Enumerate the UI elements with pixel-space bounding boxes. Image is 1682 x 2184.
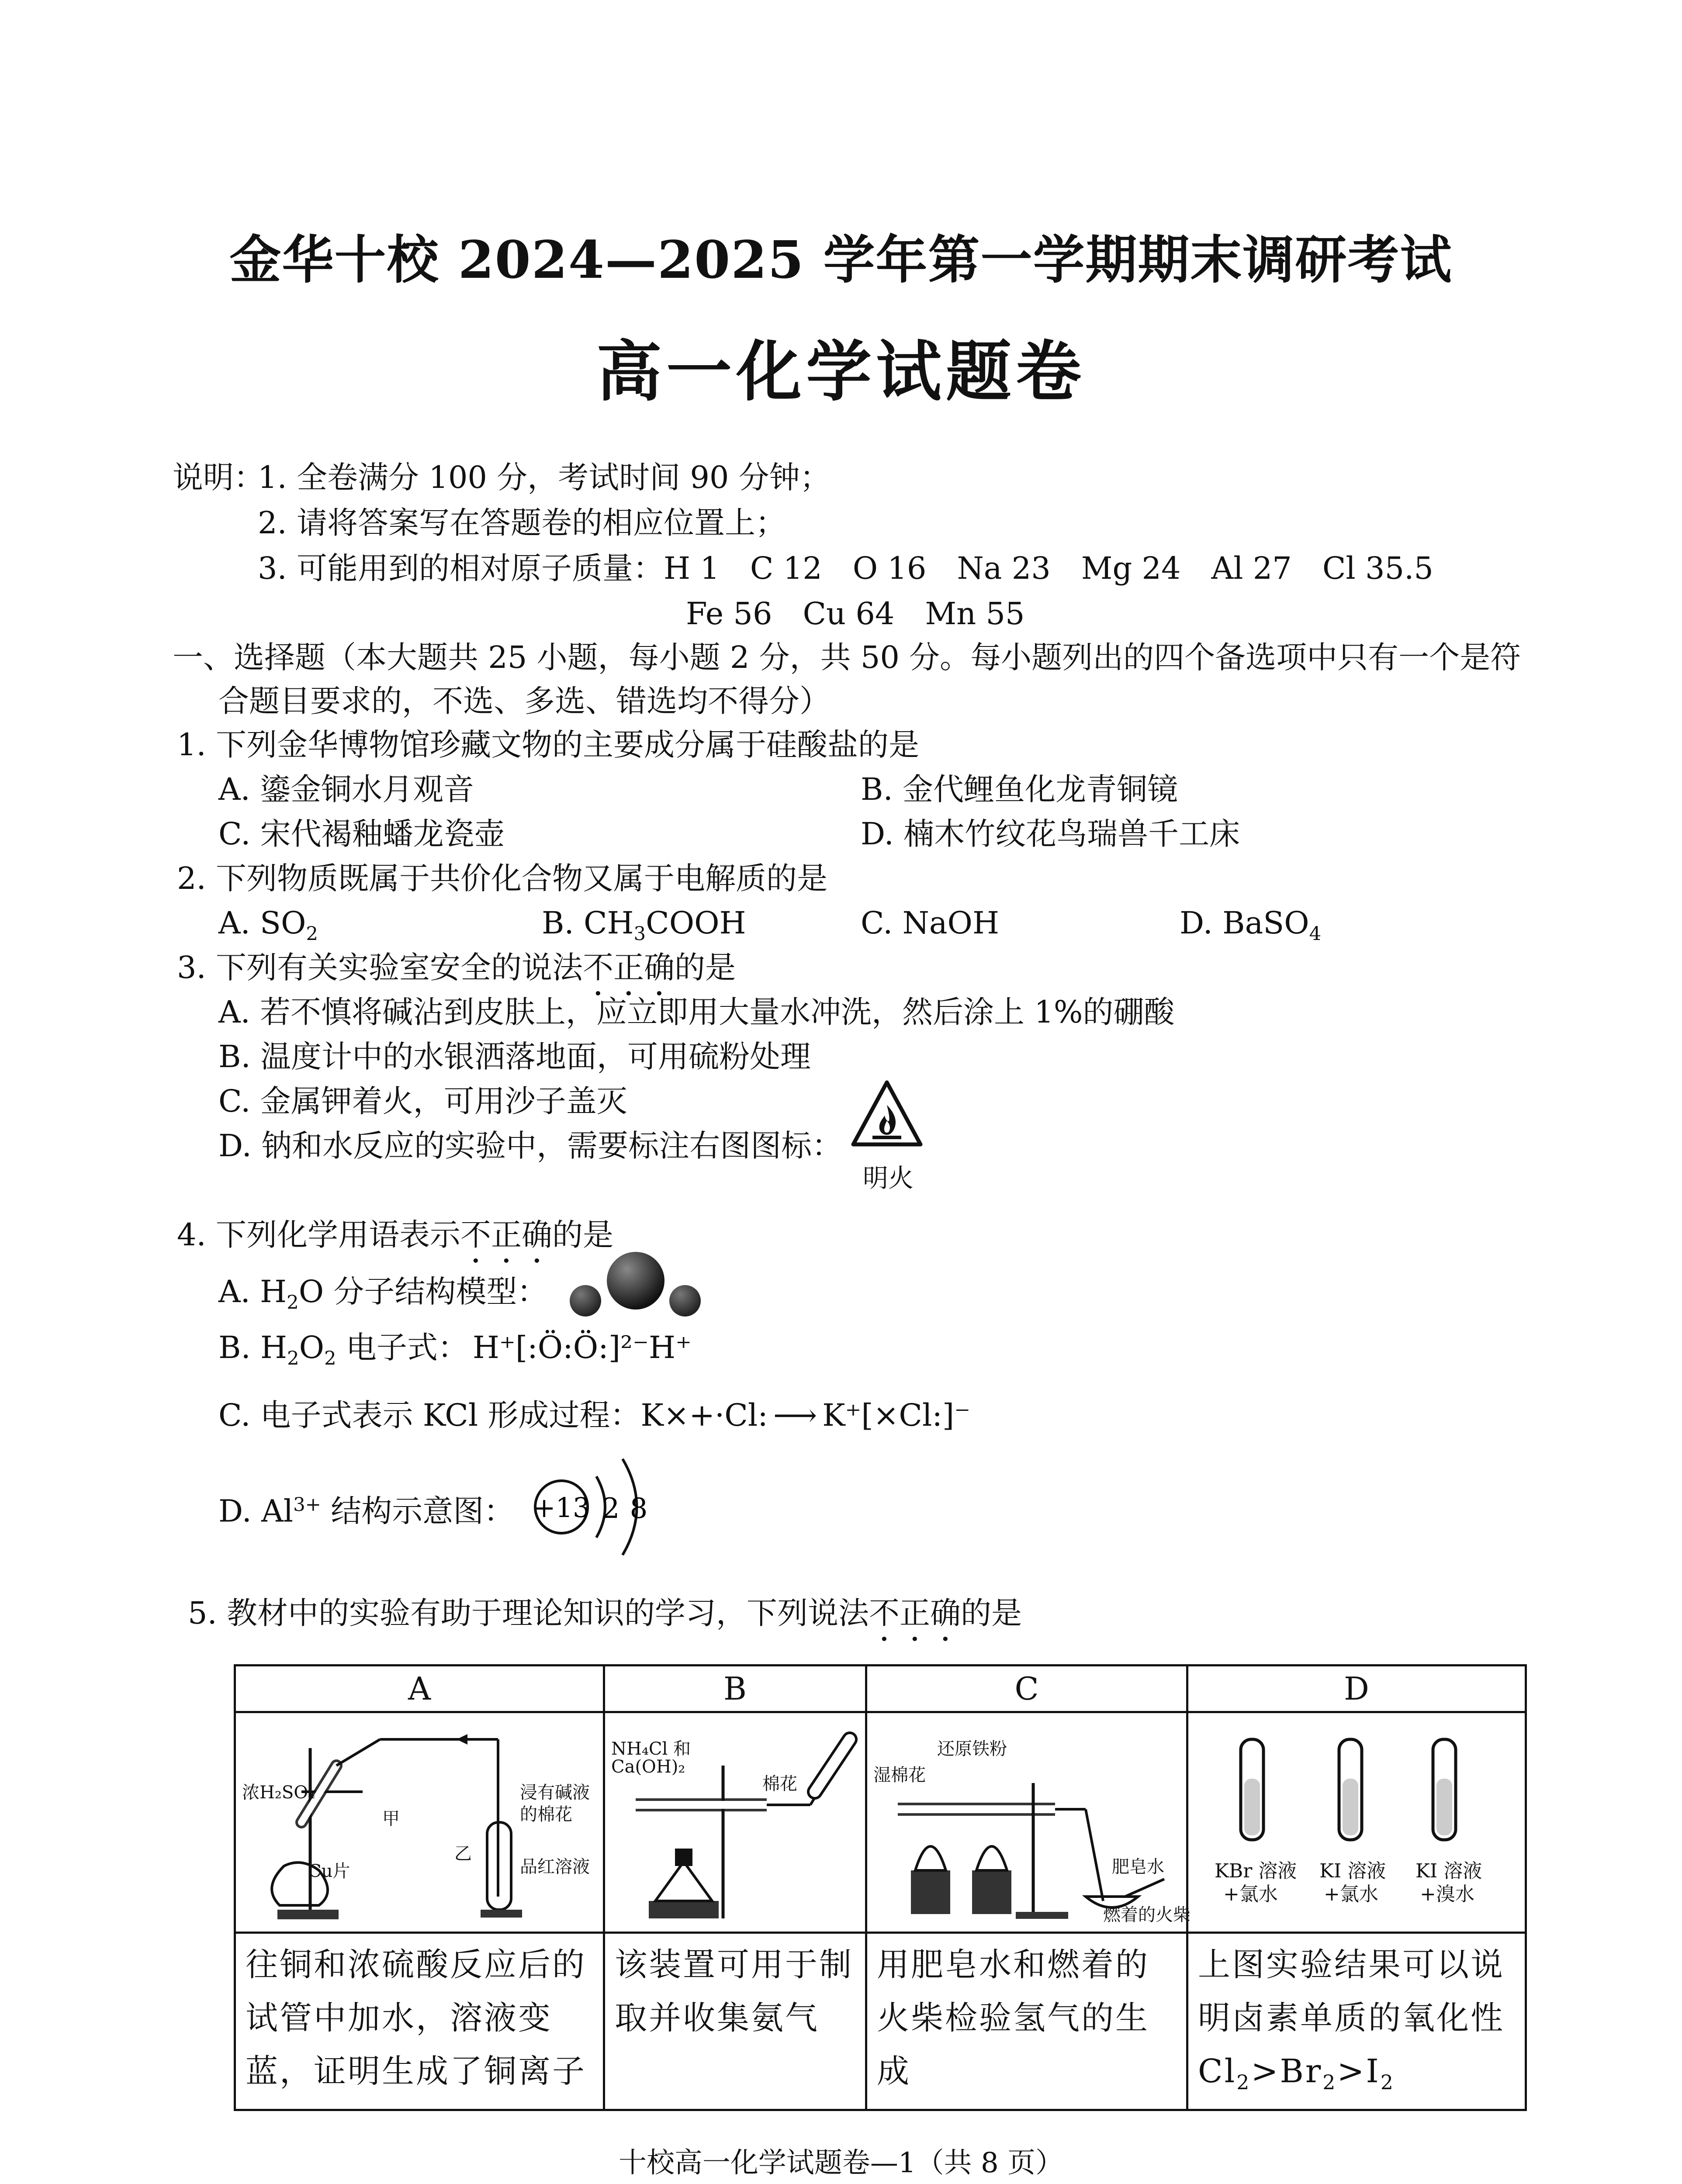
al-nucleus-label: +13 xyxy=(533,1492,590,1524)
q3-option-c[interactable]: C. 金属钾着火，可用沙子盖灭 xyxy=(218,1083,627,1119)
al-shell-1: 2 xyxy=(602,1493,620,1525)
tube-1-label: KBr 溶液 xyxy=(1215,1860,1297,1882)
q4-option-d[interactable]: D. $Al^{3+}$ 结构示意图： xyxy=(218,1493,515,1529)
q3-stem: 3. 下列有关实验室安全的说法不正确的是 xyxy=(177,950,736,985)
q2-option-c[interactable]: C. NaOH xyxy=(861,905,999,941)
q4-stem: 4. 下列化学用语表示不正确的是 xyxy=(177,1217,614,1253)
label-magenta-solution: 品红溶液 xyxy=(520,1857,590,1877)
label-alkali-cotton: 浸有碱液 xyxy=(520,1783,590,1803)
q3-option-d[interactable]: D. 钠和水反应的实验中，需要标注右图图标： xyxy=(218,1128,843,1164)
tube-3-label: KI 溶液 xyxy=(1416,1860,1482,1882)
q4-option-c[interactable]: C. 电子式表示 KCl 形成过程：K×+·Cl: ⟶ K⁺[×Cl:]⁻ xyxy=(218,1397,971,1433)
q2-option-b[interactable]: B. $CH_3COOH$ xyxy=(542,905,746,945)
q3-option-b[interactable]: B. 温度计中的水银洒落地面，可用硫粉处理 xyxy=(218,1039,811,1075)
q2-stem: 2. 下列物质既属于共价化合物又属于电解质的是 xyxy=(177,860,828,896)
tube-2-reagent: +氯水 xyxy=(1324,1883,1378,1905)
label-conc-sulfuric-acid: 浓H₂SO₄ xyxy=(242,1783,315,1803)
q5-option-d[interactable]: 上图实验结果可以说明卤素单质的氧化性 $Cl_2>Br_2>I_2$ xyxy=(1187,1933,1526,2110)
paper-title: 高一化学试题卷 xyxy=(596,333,1086,410)
kcl-formation-left: K×+·Cl: xyxy=(640,1397,768,1433)
instructions-label: 说明： xyxy=(173,460,264,495)
q3-option-a[interactable]: A. 若不慎将碱沾到皮肤上，应立即用大量水冲洗，然后涂上 1%的硼酸 xyxy=(218,994,1175,1030)
q2-option-d[interactable]: D. BaSO$_4$ xyxy=(1180,905,1322,945)
label-caoh2: Ca(OH)₂ xyxy=(611,1757,685,1777)
label-reduced-iron: 还原铁粉 xyxy=(937,1739,1007,1759)
instruction-3: 3. 可能用到的相对原子质量：H 1 C 12 O 16 Na 23 Mg 24 Al 27 Cl 35.5 xyxy=(258,550,1433,586)
q1-option-a[interactable]: A. 鎏金铜水月观音 xyxy=(218,771,474,807)
h2o2-electron-formula: H⁺[:Ö:Ö:]²⁻H⁺ xyxy=(472,1330,692,1365)
section-heading-cont: 合题目要求的，不选、多选、错选均不得分） xyxy=(218,683,830,719)
label-soap-water: 肥皂水 xyxy=(1112,1857,1164,1877)
label-cotton: 棉花 xyxy=(762,1774,797,1794)
q1-option-d[interactable]: D. 楠木竹纹花鸟瑞兽千工床 xyxy=(861,816,1240,852)
label-tube-jia: 甲 xyxy=(382,1809,400,1829)
water-molecule-model-icon xyxy=(564,1249,708,1324)
label-nh4cl: NH₄Cl 和 xyxy=(611,1739,691,1759)
label-wet-cotton: 湿棉花 xyxy=(873,1765,926,1785)
q2-option-a[interactable]: A. $SO_2$ xyxy=(218,905,318,945)
q5-header-c: C xyxy=(866,1666,1187,1712)
q1-option-b[interactable]: B. 金代鲤鱼化龙青铜镜 xyxy=(861,771,1178,807)
q5-header-b: B xyxy=(604,1666,866,1712)
label-cu-sheet: Cu片 xyxy=(308,1861,350,1881)
q5-option-a[interactable]: 往铜和浓硫酸反应后的试管中加水，溶液变蓝，证明生成了铜离子 xyxy=(235,1933,604,2110)
q1-option-c[interactable]: C. 宋代褐釉蟠龙瓷壶 xyxy=(218,816,505,852)
label-burning-match: 燃着的火柴 xyxy=(1103,1905,1191,1925)
q4-option-a[interactable]: A. $H_2O$ 分子结构模型： xyxy=(218,1274,548,1313)
tube-3-reagent: +溴水 xyxy=(1420,1883,1474,1905)
reaction-arrow-icon: ⟶ xyxy=(773,1397,817,1433)
open-flame-hazard-icon xyxy=(850,1079,924,1153)
q5-option-b[interactable]: 该装置可用于制取并收集氨气 xyxy=(604,1933,866,2110)
section-heading: 一、选择题（本大题共 25 小题，每小题 2 分，共 50 分。每小题列出的四个备选项中只有一个是符 xyxy=(173,639,1521,675)
q5-table xyxy=(234,1664,1527,2111)
exam-title: 金华十校 2024—2025 学年第一学期期末调研考试 xyxy=(229,229,1453,290)
label-tube-yi: 乙 xyxy=(454,1844,472,1864)
q5-stem: 5. 教材中的实验有助于理论知识的学习，下列说法不正确的是 xyxy=(188,1595,1022,1631)
q5-figure-c xyxy=(866,1712,1191,1933)
instruction-3-masses: Fe 56 Cu 64 Mn 55 xyxy=(686,596,1025,632)
q1-stem: 1. 下列金华博物馆珍藏文物的主要成分属于硅酸盐的是 xyxy=(177,727,920,763)
iron-steam-apparatus xyxy=(867,1713,1184,1929)
al-ion-structure-diagram xyxy=(524,1450,668,1564)
kcl-formation-right: K⁺[×Cl:]⁻ xyxy=(822,1397,971,1433)
hazard-icon-caption: 明火 xyxy=(863,1163,914,1193)
label-alkali-cotton-2: 的棉花 xyxy=(520,1804,572,1825)
instruction-1: 1. 全卷满分 100 分，考试时间 90 分钟； xyxy=(258,460,831,495)
page-footer: 十校高一化学试题卷—1（共 8 页） xyxy=(618,2147,1064,2179)
q5-figure-b xyxy=(604,1712,866,1933)
q5-header-a: A xyxy=(235,1666,604,1712)
al-shell-2: 8 xyxy=(630,1493,648,1525)
q4-option-b[interactable]: B. $H_2O_2$ 电子式： H⁺[:Ö:Ö:]²⁻H⁺ xyxy=(218,1330,692,1369)
tube-2-label: KI 溶液 xyxy=(1319,1860,1386,1882)
q5-option-c[interactable]: 用肥皂水和燃着的火柴检验氢气的生成 xyxy=(866,1933,1187,2110)
q5-figure-d xyxy=(1187,1712,1526,1933)
q5-header-d: D xyxy=(1187,1666,1526,1712)
instruction-2: 2. 请将答案写在答题卷的相应位置上； xyxy=(258,505,786,541)
q5-figure-a xyxy=(235,1712,604,1933)
tube-1-reagent: +氯水 xyxy=(1223,1883,1278,1905)
